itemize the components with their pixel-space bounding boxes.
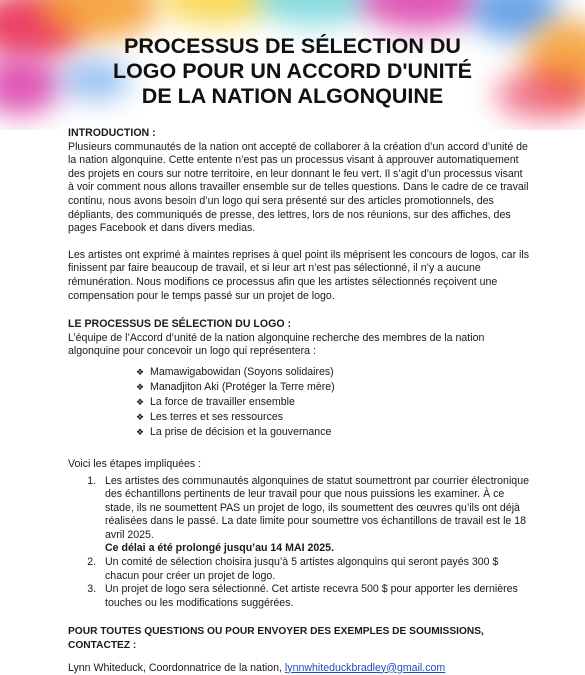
introduction-heading: INTRODUCTION : (68, 127, 156, 139)
paint-splash-magenta-right (360, 0, 480, 30)
selection-process-heading: LE PROCESSUS DE SÉLECTION DU LOGO : (68, 318, 292, 331)
steps-list (68, 475, 530, 611)
step-item: 2. Un comité de sélection choisira jusqu’à 5 artistes algonquins qui seront payés 300 $ chacun pour créer un projet de logo. (99, 556, 530, 583)
selection-process-paragraph: L’équipe de l’Accord d’unité de la nation algonquine recherche des membres de la nation algonquine pour concevoir un logo qui représentera : (68, 331, 485, 358)
document-title: PROCESSUS DE SÉLECTION DU LOGO POUR UN ACCORD D'UNITÉ DE LA NATION ALGONQUINE (112, 34, 473, 108)
represent-list (136, 366, 530, 441)
contact-email-link[interactable]: lynnwhiteduckbradley@gmail.com (284, 661, 446, 674)
introduction-paragraph-2: Les artistes ont exprimé à maintes reprises à quel point ils méprisent les concours de logos, car ils finissent par faire beaucoup de travail, et si leur art n’est pas sélectionné, il n’y a aucune rémunération. Nous modifions ce processus afin que les artistes sélectionnés reçoivent une compensation pour le temps passé sur un projet de logo. (68, 248, 530, 302)
step-item: 3. Un projet de logo sera sélectionné. Cet artiste recevra 500 $ pour apporter les dernières touches ou les modifications suggérées. (99, 583, 530, 610)
deadline-extension-notice: Ce délai a été prolongé jusqu’au 14 MAI 2025. (105, 542, 335, 555)
paint-splash-teal (255, 0, 375, 25)
paint-splash-header (0, 0, 585, 130)
paint-splash-magenta (0, 55, 60, 115)
step-item (99, 475, 530, 557)
list-item: ❖ Manadjiton Aki (Protéger la Terre mère) (136, 381, 530, 396)
steps-intro: Voici les étapes impliquées : (68, 457, 202, 470)
contact-heading: POUR TOUTES QUESTIONS OU POUR ENVOYER DES EXEMPLES DE SOUMISSIONS, CONTACTEZ : (68, 626, 484, 652)
list-item: ❖ La prise de décision et la gouvernance (136, 426, 530, 441)
step-1-text: Les artistes des communautés algonquines de statut soumettront par courrier électronique des échantillons pertinents de leur travail pour que nous puissions les examiner. À ce stade, ils ne soumettent PAS un projet de logo, ils soumettent des œuvres qu’ils ont déjà réalisées dans le passé. La date limite pour soumettre vos échantillons de travail est le 18 avril 2025. (105, 474, 529, 541)
contact-name: Lynn Whiteduck, Coordonnatrice de la nation, (68, 661, 285, 674)
list-item: ❖ Les terres et ses ressources (136, 411, 530, 426)
introduction-paragraph-1: Plusieurs communautés de la nation ont accepté de collaborer à la création d’un accord d’unité de la nation algonquine. Cette entente n’est pas un processus visant à approuver automatiquement des projets en cours sur notre territoire, en leur donnant le feu vert. Il s’agit d’un processus visant à voir comment nous allons travailler ensemble sur de telles questions. Dans le cadre de ce travail continu, nous avons besoin d’un logo qui sera présenté sur des articles promotionnels, des dépliants, des communiqués de presse, des lettres, lors de nos réunions, sur des affiches, des pages Facebook et dans divers medias. (68, 140, 529, 235)
list-item: ❖ Mamawigabowidan (Soyons solidaires) (136, 366, 530, 381)
list-item: ❖ La force de travailler ensemble (136, 396, 530, 411)
contact-line (68, 662, 530, 675)
document-body (68, 127, 530, 675)
paint-splash-yellow (160, 0, 270, 25)
